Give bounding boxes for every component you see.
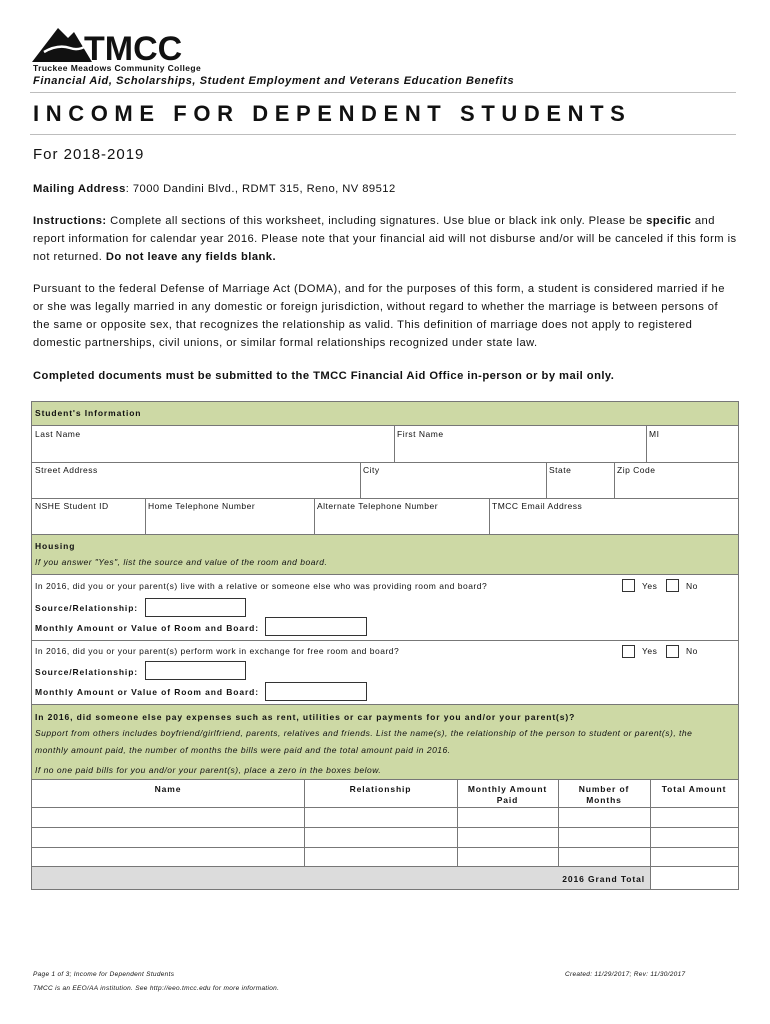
grand-total-label: 2016 Grand Total xyxy=(562,874,645,884)
home-phone-label: Home Telephone Number xyxy=(148,501,256,511)
aid-year: For 2018-2019 xyxy=(33,146,145,163)
housing-question-2: In 2016, did you or your parent(s) perform work in exchange for free room and board? xyxy=(35,646,400,656)
middle-initial-label: MI xyxy=(649,429,660,439)
q1-no-label: No xyxy=(686,581,698,591)
state-label: State xyxy=(549,465,572,475)
alt-phone-label: Alternate Telephone Number xyxy=(317,501,439,511)
student-info-header: Student's Information xyxy=(32,402,738,426)
last-name-label: Last Name xyxy=(35,429,81,439)
street-address-label: Street Address xyxy=(35,465,98,475)
grand-total-input[interactable] xyxy=(651,867,738,889)
email-label: TMCC Email Address xyxy=(492,501,583,511)
city-label: City xyxy=(363,465,380,475)
first-name-label: First Name xyxy=(397,429,444,439)
doma-paragraph: Pursuant to the federal Defense of Marriage Act (DOMA), and for the purposes of this form, a student is considered married if he or she was legally married in any domestic or foreign jurisdiction, without regard to whether the marriage is between persons of the same or opposite sex, that recognizes the relationship as valid. This definition of marriage does not apply to registered domestic partnerships, civil unions, or similar formal relationships recognized under state law. xyxy=(33,283,725,349)
q1-yes-checkbox[interactable] xyxy=(622,579,635,592)
housing-header: Housing If you answer "Yes", list the source and value of the room and board. xyxy=(32,535,738,575)
income-form xyxy=(31,401,739,890)
table-row[interactable] xyxy=(32,808,738,827)
revision-dates: Created: 11/29/2017; Rev: 11/30/2017 xyxy=(565,971,686,978)
page-title: INCOME FOR DEPENDENT STUDENTS xyxy=(33,101,632,126)
logo-text: TMCC xyxy=(84,30,183,68)
submission-notice: Completed documents must be submitted to the TMCC Financial Aid Office in-person or by mail only. xyxy=(33,370,615,382)
q2-no-checkbox[interactable] xyxy=(666,645,679,658)
q2-amount-label: Monthly Amount or Value of Room and Board: xyxy=(35,687,260,697)
q1-amount-label: Monthly Amount or Value of Room and Board: xyxy=(35,623,260,633)
q1-no-checkbox[interactable] xyxy=(666,579,679,592)
page-footer: Page 1 of 3; Income for Dependent Students xyxy=(33,971,175,978)
q2-source-label: Source/Relationship: xyxy=(35,667,139,677)
eeo-statement: TMCC is an EEO/AA institution. See http://eeo.tmcc.edu for more information. xyxy=(33,985,280,992)
q2-source-input[interactable] xyxy=(145,661,246,680)
q2-amount-input[interactable] xyxy=(265,682,367,701)
mountain-logo-icon xyxy=(32,28,92,62)
q2-yes-checkbox[interactable] xyxy=(622,645,635,658)
table-row[interactable] xyxy=(32,848,738,866)
q1-amount-input[interactable] xyxy=(265,617,367,636)
college-name: Truckee Meadows Community College xyxy=(33,63,202,73)
col-monthly-header: Monthly Amount Paid xyxy=(467,784,548,805)
col-total-header: Total Amount xyxy=(661,784,727,794)
header-divider xyxy=(30,92,736,93)
nshe-id-label: NSHE Student ID xyxy=(35,501,109,511)
q1-yes-label: Yes xyxy=(642,581,658,591)
col-months-header: Number of Months xyxy=(578,784,630,805)
q2-yes-label: Yes xyxy=(642,646,658,656)
mailing-address: Mailing Address: 7000 Dandini Blvd., RDMT 315, Reno, NV 89512 xyxy=(33,183,396,195)
expenses-header: In 2016, did someone else pay expenses such as rent, utilities or car payments for you and/or your parent(s)? Support from others includes boyfriend/girlfriend, parents, relatives and friends. List the name(s), the relationship of the person to student or parent(s), the monthly amount paid, the number of months the bills were paid and the total amount paid in 2016. If no one paid bills for you and/or your parent(s), place a zero in the boxes below. xyxy=(32,705,738,780)
col-relationship-header: Relationship xyxy=(349,784,412,794)
department-line: Financial Aid, Scholarships, Student Employment and Veterans Education Benefits xyxy=(33,75,515,87)
instructions: Instructions: Complete all sections of this worksheet, including signatures. Use blue or black ink only. Please be specific and report information for calendar year 2016. Please note that your financial aid will not disburse and/or will be canceled if this form is not returned. Do not leave any fields blank. xyxy=(33,215,737,263)
table-row[interactable] xyxy=(32,828,738,847)
title-divider xyxy=(30,134,736,135)
q1-source-input[interactable] xyxy=(145,598,246,617)
housing-question-1: In 2016, did you or your parent(s) live with a relative or someone else who was providing room and board? xyxy=(35,581,488,591)
q2-no-label: No xyxy=(686,646,698,656)
zip-code-label: Zip Code xyxy=(617,465,656,475)
col-name-header: Name xyxy=(154,784,182,794)
q1-source-label: Source/Relationship: xyxy=(35,603,139,613)
